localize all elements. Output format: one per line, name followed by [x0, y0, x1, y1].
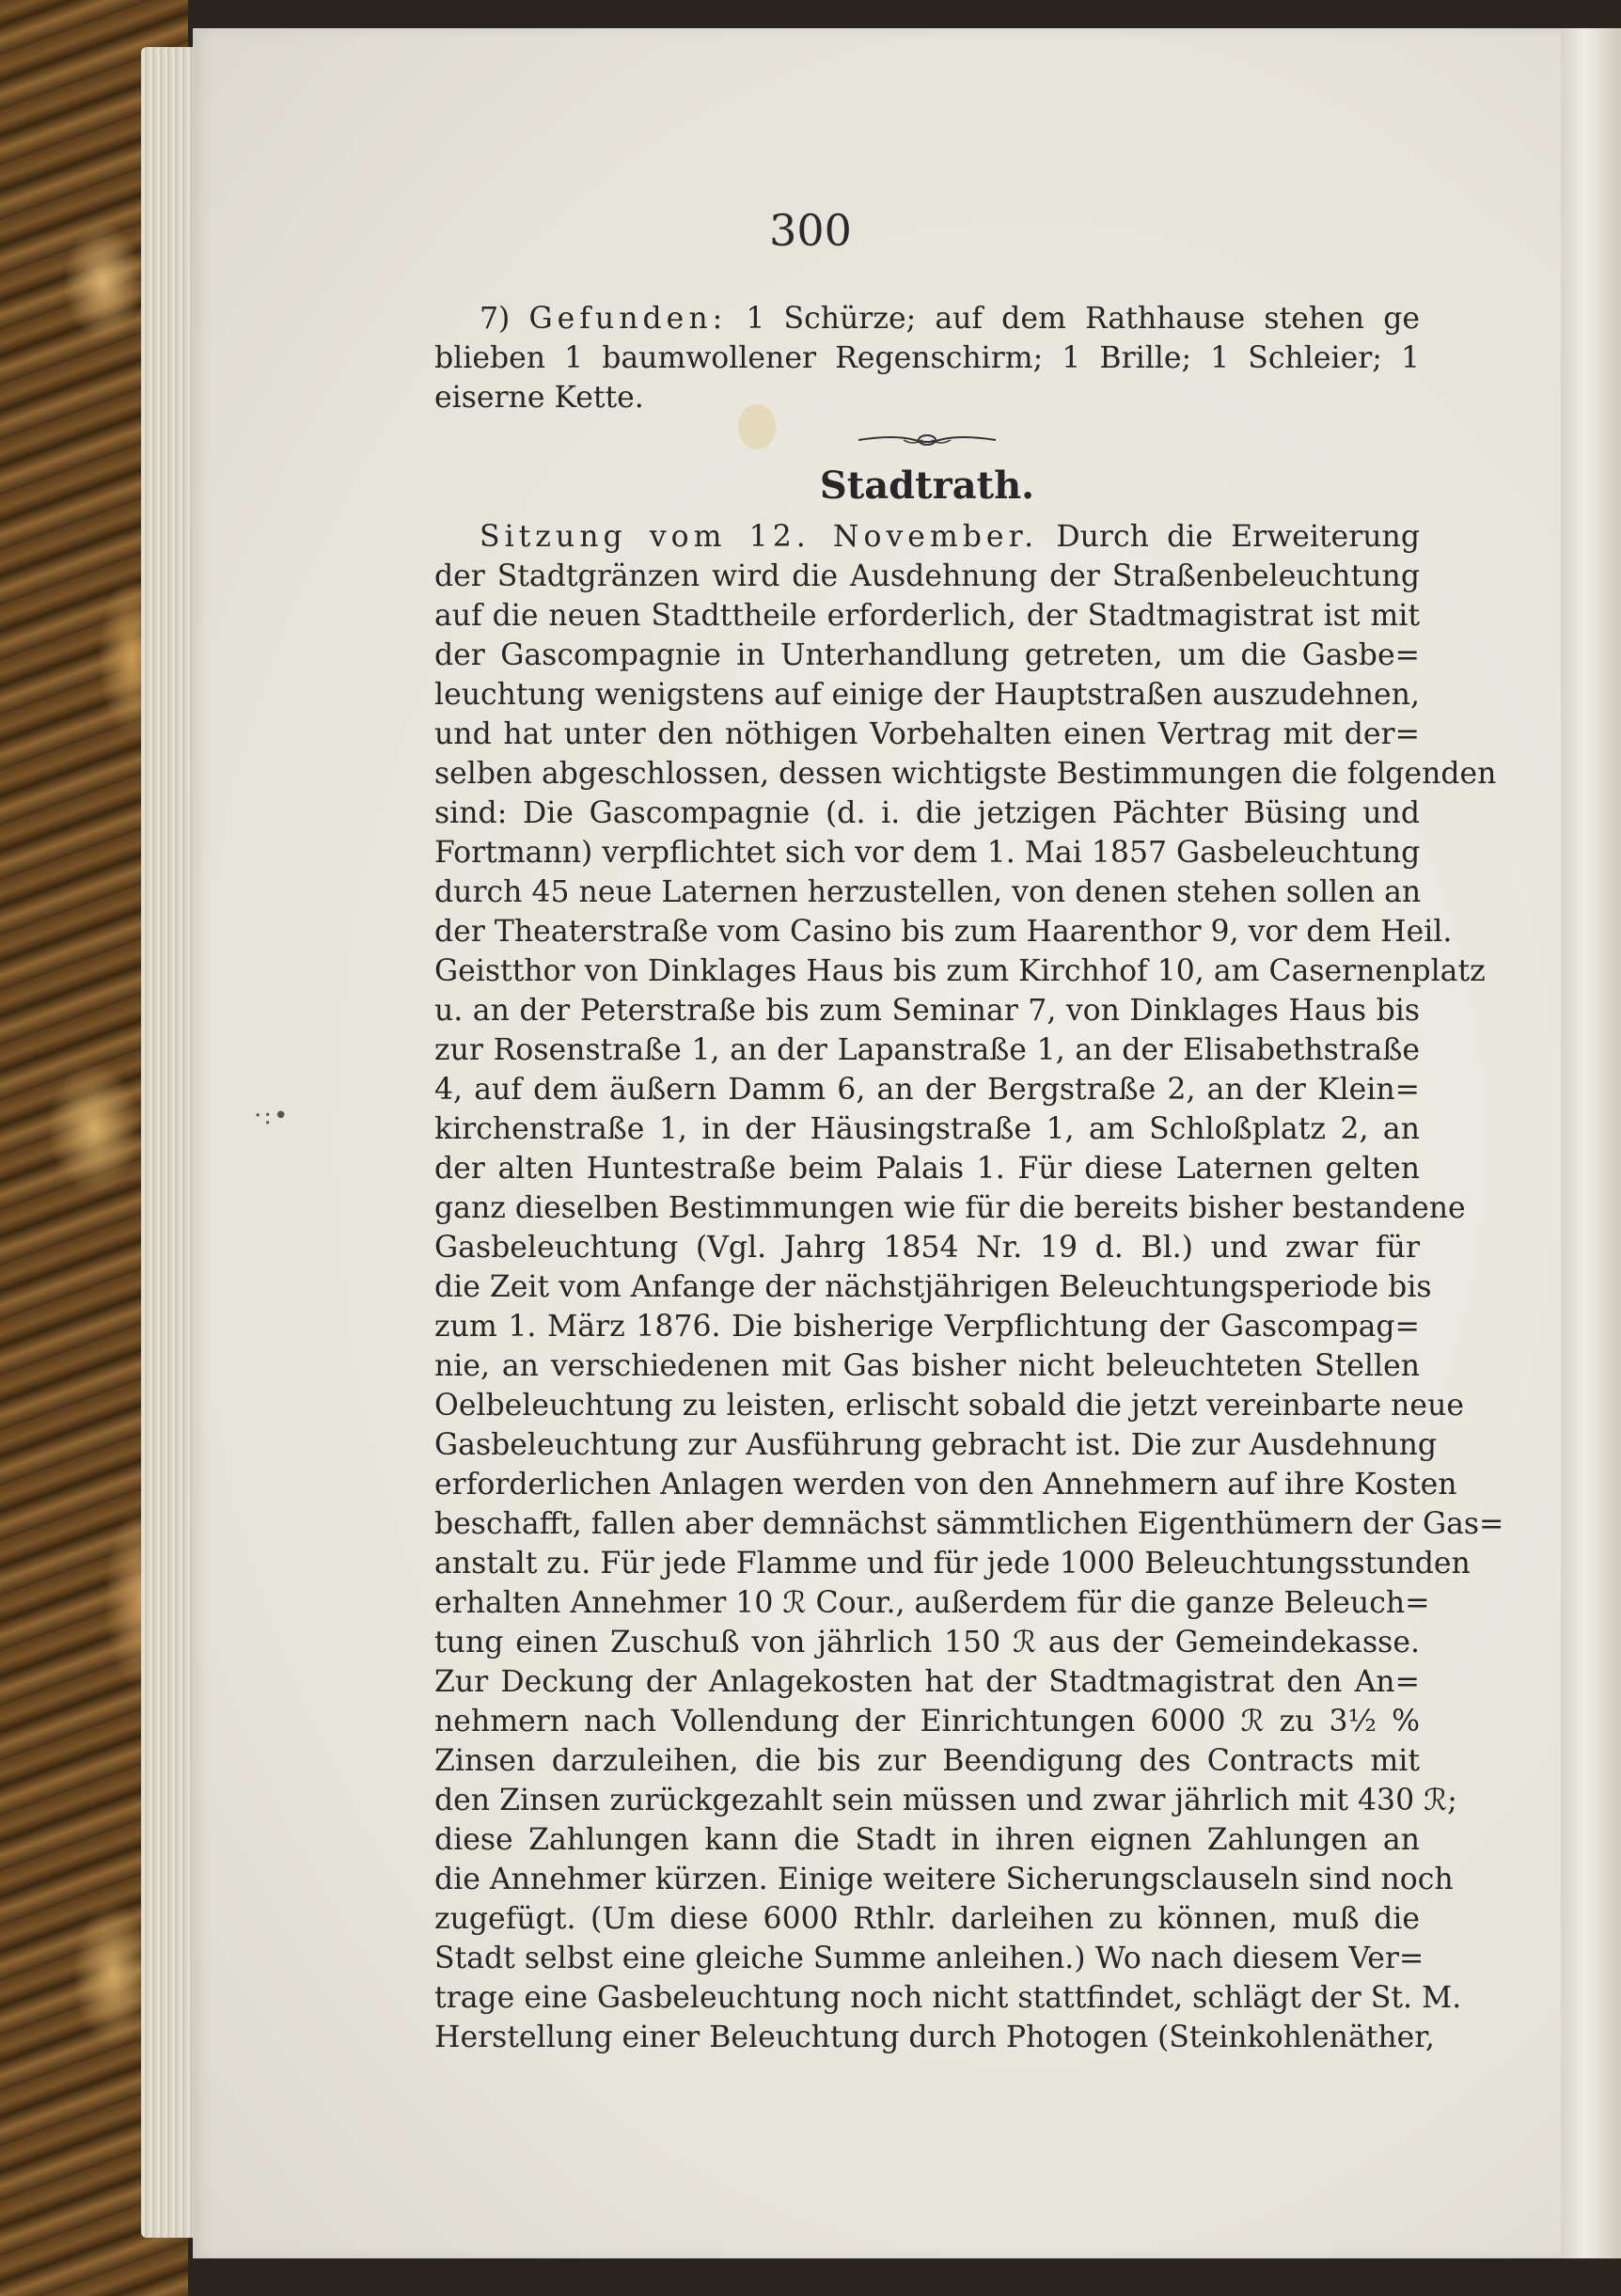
body-line: diese Zahlungen kann die Stadt in ihren eignen Zahlungen an	[434, 1823, 1420, 1857]
body-line: und hat unter den nöthigen Vorbehalten einen Vertrag mit der=	[434, 717, 1420, 751]
body-line: Zinsen darzuleihen, die bis zur Beendigung des Contracts mit	[434, 1744, 1420, 1778]
body-line: erforderlichen Anlagen werden von den Annehmern auf ihre Kosten	[434, 1468, 1457, 1502]
item7-line: eiserne Kette.	[434, 381, 644, 415]
body-line: die Annehmer kürzen. Einige weitere Sicherungsclauseln sind noch	[434, 1863, 1454, 1896]
body-line: 4, auf dem äußern Damm 6, an der Bergstraße 2, an der Klein=	[434, 1073, 1420, 1107]
body-line: Zur Deckung der Anlagekosten hat der Stadtmagistrat den An=	[434, 1665, 1420, 1699]
body-line: u. an der Peterstraße bis zum Seminar 7, von Dinklages Haus bis	[434, 994, 1420, 1028]
body-line: tung einen Zuschuß von jährlich 150 ℛ aus der Gemeindekasse.	[434, 1626, 1420, 1659]
body-line: Geistthor von Dinklages Haus bis zum Kirchhof 10, am Casernenplatz	[434, 954, 1486, 988]
body-line: beschafft, fallen aber demnächst sämmtlichen Eigenthümern der Gas=	[434, 1507, 1504, 1541]
body-line: Fortmann) verpflichtet sich vor dem 1. Mai 1857 Gasbeleuchtung	[434, 836, 1421, 870]
body-line: der Gascompagnie in Unterhandlung getreten, um die Gasbe=	[434, 638, 1420, 672]
body-line: erhalten Annehmer 10 ℛ Cour., außerdem für die ganze Beleuch=	[434, 1586, 1430, 1620]
body-line: nehmern nach Vollendung der Einrichtungen 6000 ℛ zu 3½ %	[434, 1705, 1420, 1738]
body-line: nie, an verschiedenen mit Gas bisher nicht beleuchteten Stellen	[434, 1349, 1420, 1383]
body-line: die Zeit vom Anfange der nächstjährigen Beleuchtungsperiode bis	[434, 1270, 1432, 1304]
body-line: sind: Die Gascompagnie (d. i. die jetzigen Pächter Büsing und	[434, 796, 1420, 830]
body-line: zum 1. März 1876. Die bisherige Verpflichtung der Gascompag=	[434, 1310, 1420, 1344]
body-line: zugefügt. (Um diese 6000 Rthlr. darleihen zu können, muß die	[434, 1902, 1420, 1936]
page-number: 300	[769, 205, 852, 256]
body-line: zur Rosenstraße 1, an der Lapanstraße 1, an der Elisabethstraße	[434, 1033, 1420, 1067]
body-line: Gasbeleuchtung zur Ausführung gebracht ist. Die zur Ausdehnung	[434, 1428, 1438, 1462]
body-line: der alten Huntestraße beim Palais 1. Für diese Laternen gelten	[434, 1152, 1420, 1186]
body-line: Sitzung vom 12. November. Durch die Erweiterung	[480, 520, 1420, 554]
body-line: der Theaterstraße vom Casino bis zum Haarenthor 9, vor dem Heil.	[434, 915, 1453, 949]
body-line: auf die neuen Stadttheile erforderlich, der Stadtmagistrat ist mit	[434, 599, 1420, 633]
body-line: Gasbeleuchtung (Vgl. Jahrg 1854 Nr. 19 d. Bl.) und zwar für	[434, 1231, 1420, 1265]
page-gutter	[1561, 28, 1621, 2258]
body-line: leuchtung wenigstens auf einige der Hauptstraßen auszudehnen,	[434, 678, 1420, 712]
body-line: selben abgeschlossen, dessen wichtigste Bestimmungen die folgenden	[434, 757, 1497, 791]
body-line: ganz dieselben Bestimmungen wie für die bereits bisher bestandene	[434, 1191, 1466, 1225]
body-line: Oelbeleuchtung zu leisten, erlischt sobald die jetzt vereinbarte neue	[434, 1389, 1464, 1423]
ink-smudge: ·:•	[254, 1102, 291, 1130]
body-line: durch 45 neue Laternen herzustellen, von denen stehen sollen an	[434, 875, 1422, 909]
item7-line: 7) Gefunden: 1 Schürze; auf dem Rathhause stehen ge	[480, 302, 1421, 336]
body-line: Herstellung einer Beleuchtung durch Photogen (Steinkohlenäther,	[434, 2021, 1435, 2054]
body-line: den Zinsen zurückgezahlt sein müssen und zwar jährlich mit 430 ℛ;	[434, 1784, 1457, 1817]
section-heading: Stadtrath.	[819, 464, 1035, 508]
item7-line: blieben 1 baumwollener Regenschirm; 1 Brille; 1 Schleier; 1	[434, 341, 1420, 375]
body-line: trage eine Gasbeleuchtung noch nicht stattfindet, schlägt der St. M.	[434, 1981, 1462, 2015]
body-line: kirchenstraße 1, in der Häusingstraße 1, am Schloßplatz 2, an	[434, 1112, 1420, 1146]
page-body	[434, 299, 1504, 2057]
body-line: der Stadtgränzen wird die Ausdehnung der Straßenbeleuchtung	[434, 559, 1420, 593]
body-line: anstalt zu. Für jede Flamme und für jede 1000 Beleuchtungsstunden	[434, 1547, 1471, 1580]
body-line: Stadt selbst eine gleiche Summe anleihen.) Wo nach diesem Ver=	[434, 1942, 1424, 1975]
ornament-divider	[857, 431, 998, 449]
